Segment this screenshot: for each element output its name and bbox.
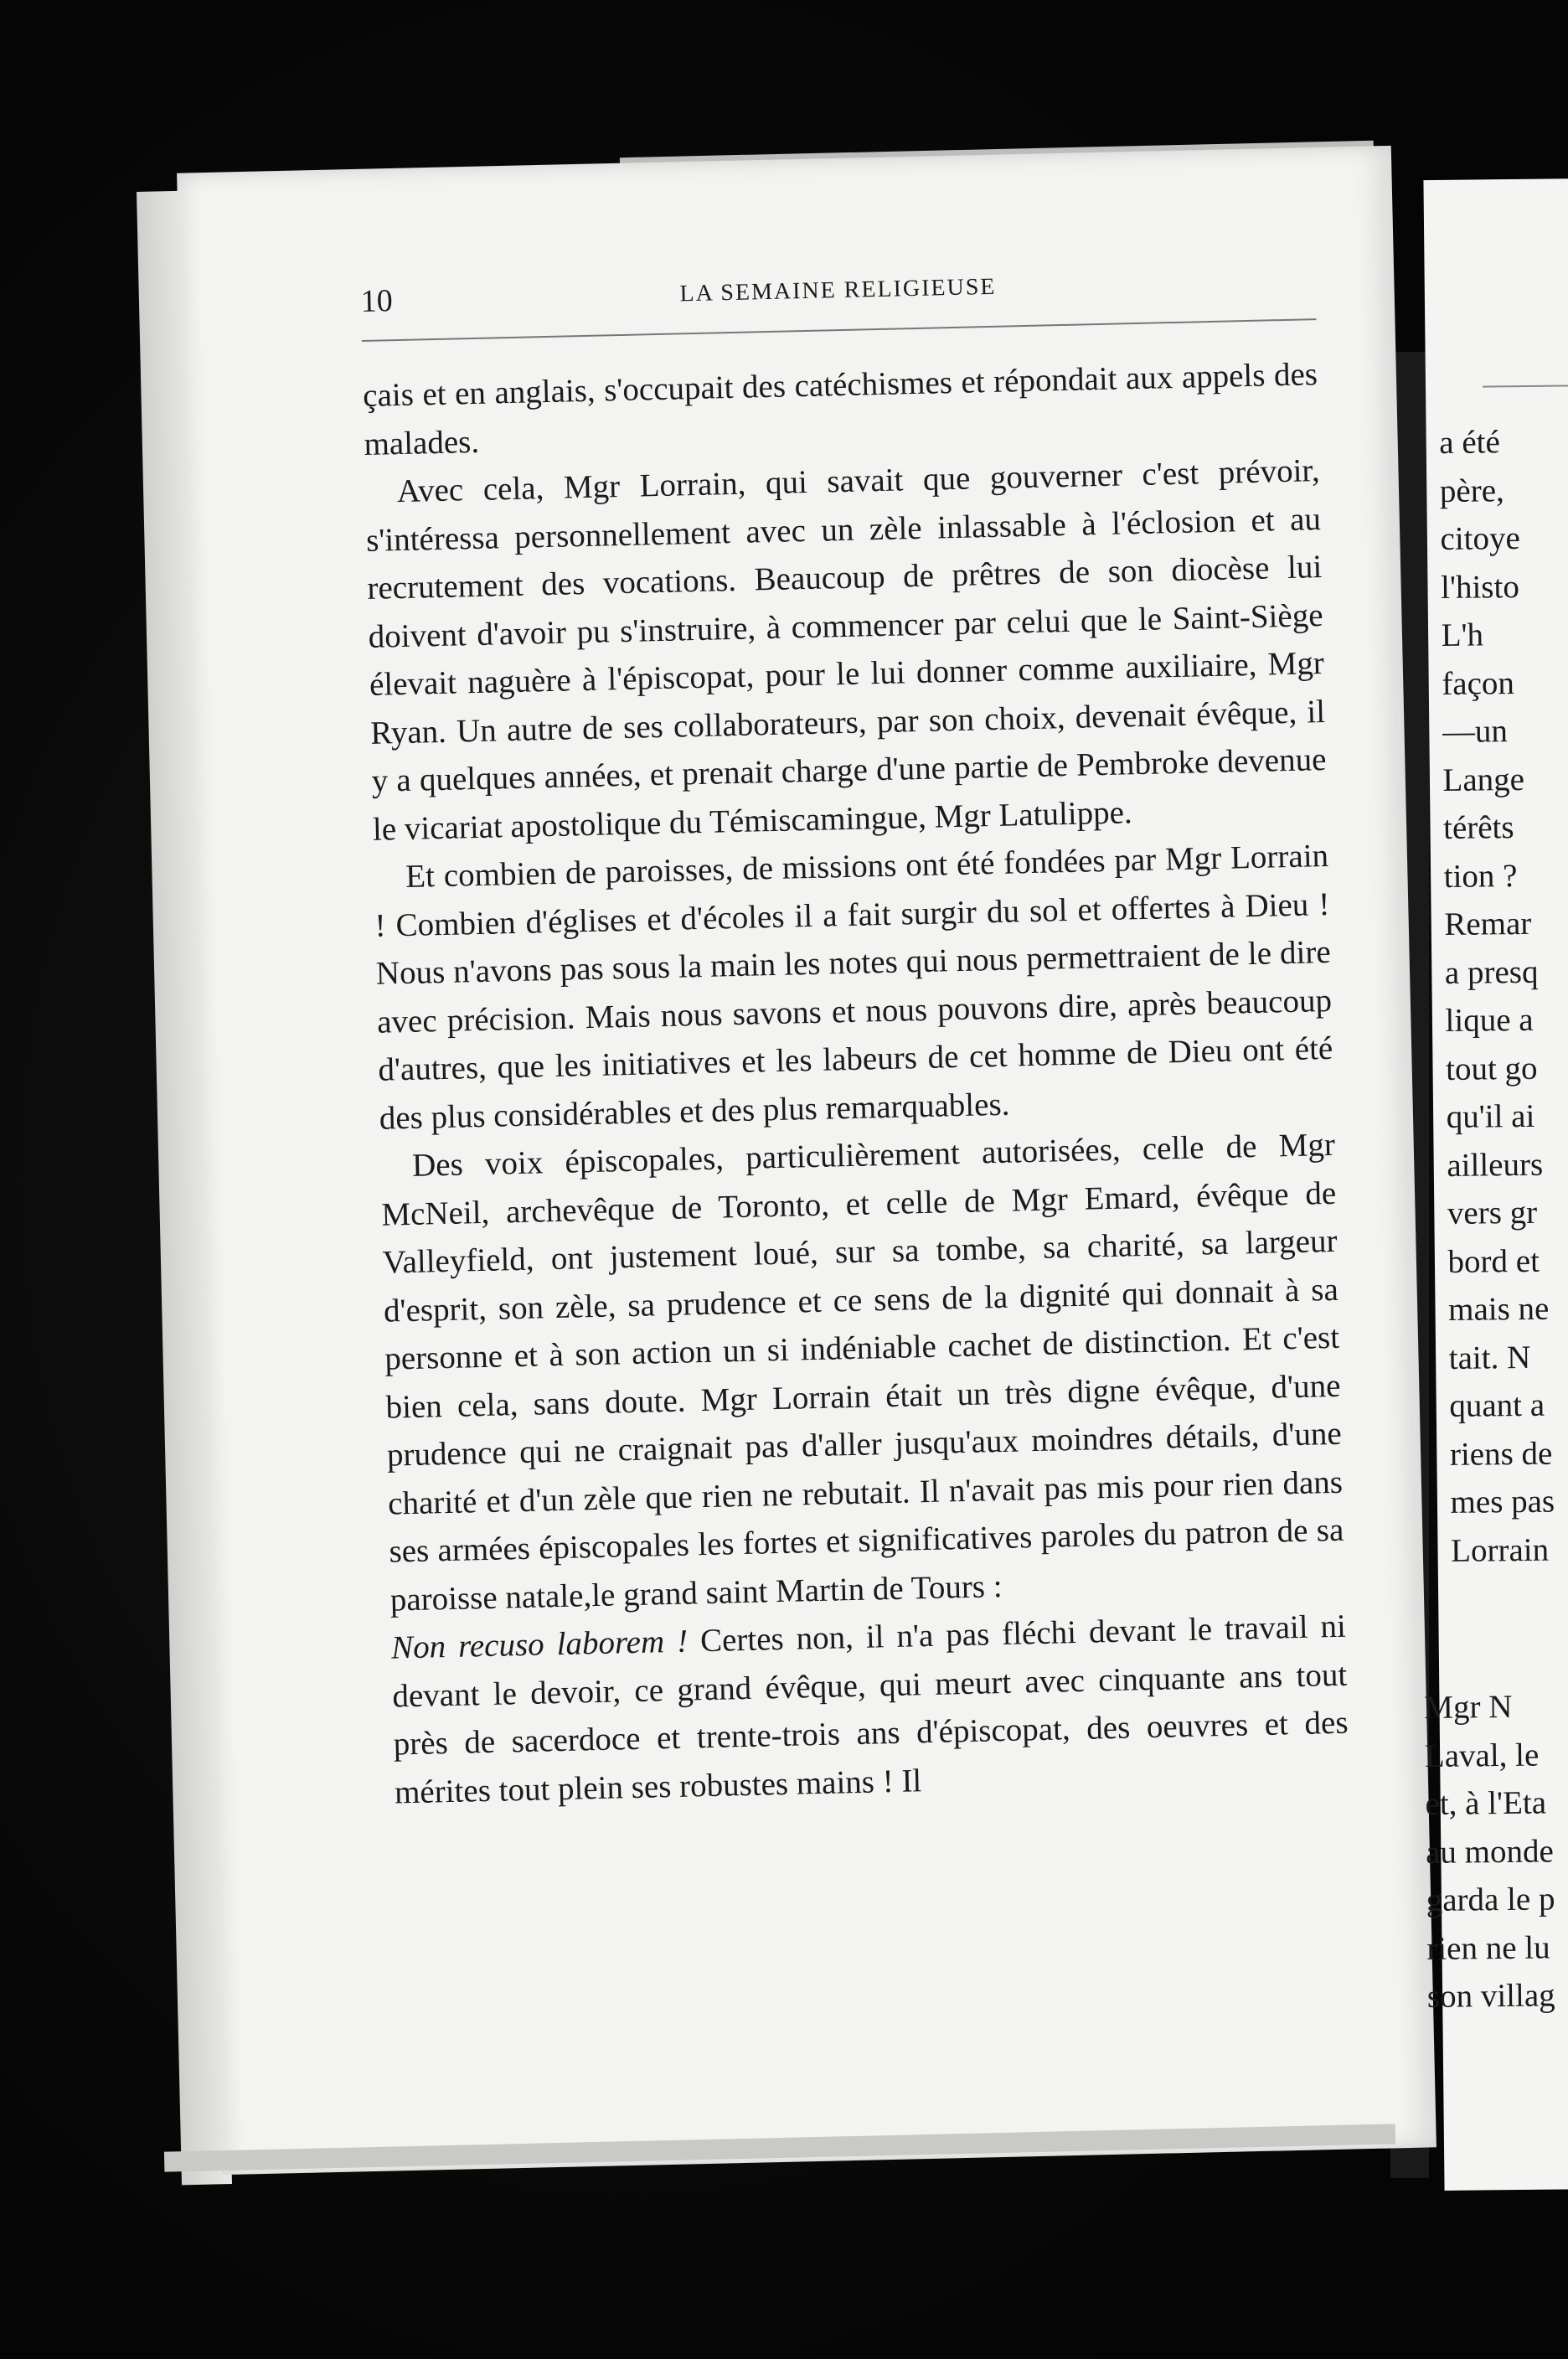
right-page-line: au monde — [1425, 1832, 1555, 1871]
paragraph: Des voix épiscopales, particulièrement autorisées, celle de Mgr McNeil, archevêque de Toronto, et celle de Mgr Emard, évêque de Valleyfield, ont justement loué, sur sa tombe, sa charité, sa largeur d'esprit, son zèle, sa prudence et ce sens de la dignité qui donnait à sa personne et à son action un si indéniable cachet de distinction. Et c'est bien cela, sans doute. Mgr Lorrain était un très digne évêque, d'une prudence qui ne craignait pas d'aller jusqu'aux moindres détails, d'une charité et d'un zèle que rien ne rebutait. Il n'avait pas mis pour rien dans ses armées épiscopales les fortes et significatives paroles du patron de sa paroisse natale,le grand saint Martin de Tours : — [380, 1126, 1344, 1618]
right-page-line: citoye — [1440, 519, 1521, 557]
right-page-line: vers gr — [1447, 1194, 1538, 1231]
running-head-title: LA SEMAINE RELIGIEUSE — [679, 273, 997, 307]
right-page-line: père, — [1439, 472, 1504, 509]
right-page-line: Laval, le — [1424, 1737, 1540, 1774]
right-page-line: façon — [1442, 664, 1515, 702]
right-page-line: a été — [1439, 424, 1501, 461]
right-page-line: mes pas — [1450, 1483, 1555, 1520]
paragraph: çais et en anglais, s'occupait des catéchismes et répondait aux appels des malades. — [362, 356, 1318, 462]
right-page-line: rien ne lu — [1426, 1928, 1550, 1967]
right-page-line: Remar — [1444, 905, 1532, 942]
right-page-line: tion ? — [1443, 857, 1518, 895]
right-page-text-bottom — [1424, 1682, 1568, 2021]
right-page-line: et, à l'Eta — [1425, 1784, 1547, 1822]
right-page-line: Lange — [1442, 761, 1525, 798]
right-page-line: son villag — [1426, 1977, 1555, 2015]
right-page-line: tait. N — [1448, 1339, 1531, 1376]
right-page-line: a presq — [1444, 953, 1539, 991]
right-page-line: tout go — [1445, 1050, 1538, 1087]
right-page-line: lique a — [1445, 1001, 1534, 1039]
right-page-line: quant a — [1449, 1386, 1545, 1424]
right-page-line: ailleurs — [1447, 1146, 1544, 1184]
right-page-line: l'histo — [1440, 568, 1520, 606]
paragraph: Et combien de paroisses, de missions ont été fondées par Mgr Lorrain ! Combien d'églises et d'écoles il a fait surgir du sol et offertes à Dieu ! Nous n'avons pas sous la main les notes qui nous permettraient de le dire avec précision. Mais nous savons et nous pouvons dire, après beaucoup d'autres, que les initiatives et les labeurs de cet homme de Dieu ont été des plus considérables et des plus remarquables. — [374, 837, 1333, 1137]
right-page-line: qu'il ai — [1446, 1097, 1535, 1135]
right-page-line: Lorrain — [1450, 1531, 1550, 1569]
left-page-text — [360, 255, 1349, 1816]
right-page-line: riens de — [1449, 1435, 1553, 1473]
right-page-line: térêts — [1442, 809, 1514, 846]
paragraph-latin-motto — [391, 1603, 1350, 1817]
right-page-text-top — [1439, 417, 1568, 1575]
paragraph-continuation: Certes non, il n'a pas fléchi devant le travail ni devant le devoir, ce grand évêque, qui meurt avec cinquante ans tout près de sacerdoce et trente-trois ans d'épiscopat, des oeuvres et des mérites tout plein ses robustes mains ! Il — [391, 1608, 1349, 1811]
paragraph: Avec cela, Mgr Lorrain, qui savait que gouverner c'est prévoir, s'intéressa personnellement avec un zèle inlassable à l'éclosion et au recrutement des vocations. Beaucoup de prêtres de son diocèse lui doivent d'avoir pu s'instruire, à commencer par celui que le Saint-Siège élevait naguère à l'épiscopat, pour le lui donner comme auxiliaire, Mgr Ryan. Un autre de ses collaborateurs, par son choix, devenait évêque, il y a quelques années, et prenait charge d'une partie de Pembroke devenue le vicariat apostolique du Témiscamingue, Mgr Latulippe. — [365, 452, 1327, 848]
right-page-line: L'h — [1441, 617, 1484, 653]
right-page-line: garda le p — [1426, 1881, 1555, 1918]
right-page-line: mais ne — [1447, 1290, 1550, 1328]
latin-motto: Non recuso laborem ! — [390, 1623, 689, 1666]
right-page-line: Mgr N — [1424, 1688, 1513, 1726]
right-page-line: —un — [1442, 713, 1509, 750]
right-page-line: bord et — [1447, 1242, 1540, 1280]
page-number: 10 — [360, 283, 394, 319]
